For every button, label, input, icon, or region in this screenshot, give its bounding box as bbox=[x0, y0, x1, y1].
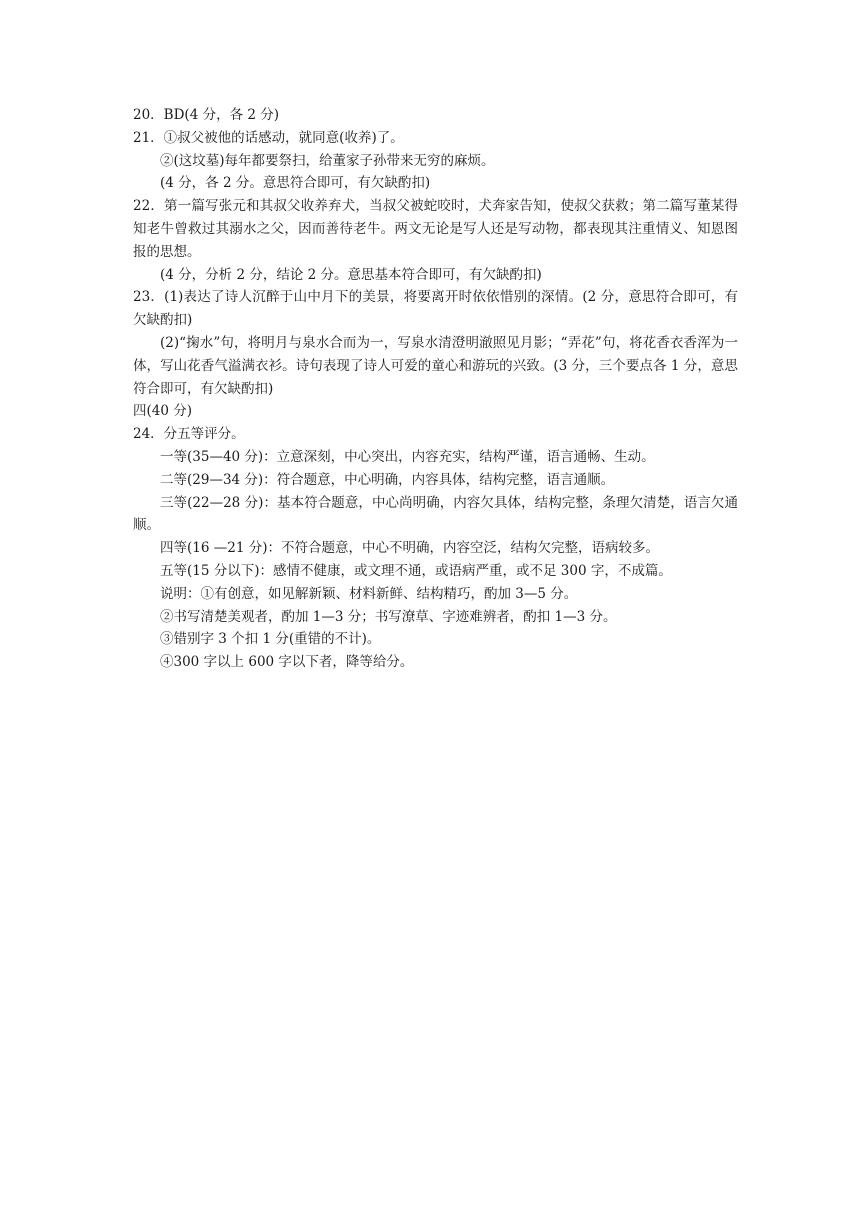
answer-key-text bbox=[133, 104, 738, 674]
answer-21-b: ②(这坟墓)每年都要祭扫，给董家子孙带来无穷的麻烦。 bbox=[160, 152, 495, 169]
answer-22-score: (4 分，分析 2 分，结论 2 分。意思基本符合即可，有欠缺酌扣) bbox=[160, 266, 542, 283]
answer-23-2: (2)“掬水”句，将明月与泉水合而为一，写泉水清澄明澈照见月影；“弄花”句，将花香衣香浑为一体，写山花香气溢满衣衫。诗句表现了诗人可爱的童心和游玩的兴致。(3 分，三个要点各 1 分，意思符合即可，有欠缺酌扣) bbox=[133, 334, 738, 397]
answer-20: 20．BD(4 分，各 2 分) bbox=[133, 107, 280, 123]
answer-23-1: 23．(1)表达了诗人沉醉于山中月下的美景，将要离开时依依惜别的深情。(2 分，意思符合即可，有欠缺酌扣) bbox=[133, 289, 738, 329]
grade-4: 四等(16 —21 分)：不符合题意，中心不明确，内容空泛，结构欠完整，语病较多。 bbox=[160, 540, 659, 557]
grade-2: 二等(29—34 分)：符合题意，中心明确，内容具体，结构完整，语言通顺。 bbox=[160, 471, 615, 488]
answer-21-score: (4 分，各 2 分。意思符合即可，有欠缺酌扣) bbox=[160, 175, 431, 192]
note-1: 说明：①有创意，如见解新颖、材料新鲜、结构精巧，酌加 3—5 分。 bbox=[160, 585, 578, 602]
answer-22: 22．第一篇写张元和其叔父收养弃犬，当叔父被蛇咬时，犬奔家告知，使叔父获救；第二篇写董某得知老牛曾救过其溺水之父，因而善待老牛。两文无论是写人还是写动物，都表现其注重情义、知恩图报的思想。 bbox=[133, 198, 738, 260]
grade-3: 三等(22—28 分)：基本符合题意，中心尚明确，内容欠具体，结构完整，条理欠清楚，语言欠通顺。 bbox=[133, 494, 738, 534]
grade-5: 五等(15 分以下)：感情不健康，或文理不通，或语病严重，或不足 300 字，不成篇。 bbox=[160, 562, 672, 579]
answer-21-title: 21．①叔父被他的话感动，就同意(收养)了。 bbox=[133, 129, 404, 146]
section-4-heading: 四(40 分) bbox=[133, 403, 193, 420]
note-2: ②书写清楚美观者，酌加 1—3 分；书写潦草、字迹难辨者，酌扣 1—3 分。 bbox=[160, 608, 617, 625]
answer-24-title: 24．分五等评分。 bbox=[133, 426, 245, 443]
note-3: ③错别字 3 个扣 1 分(重错的不计)。 bbox=[160, 631, 381, 648]
grade-1: 一等(35—40 分)：立意深刻，中心突出，内容充实，结构严谨，语言通畅、生动。 bbox=[160, 448, 655, 465]
note-4: ④300 字以上 600 字以下者，降等给分。 bbox=[160, 654, 414, 671]
